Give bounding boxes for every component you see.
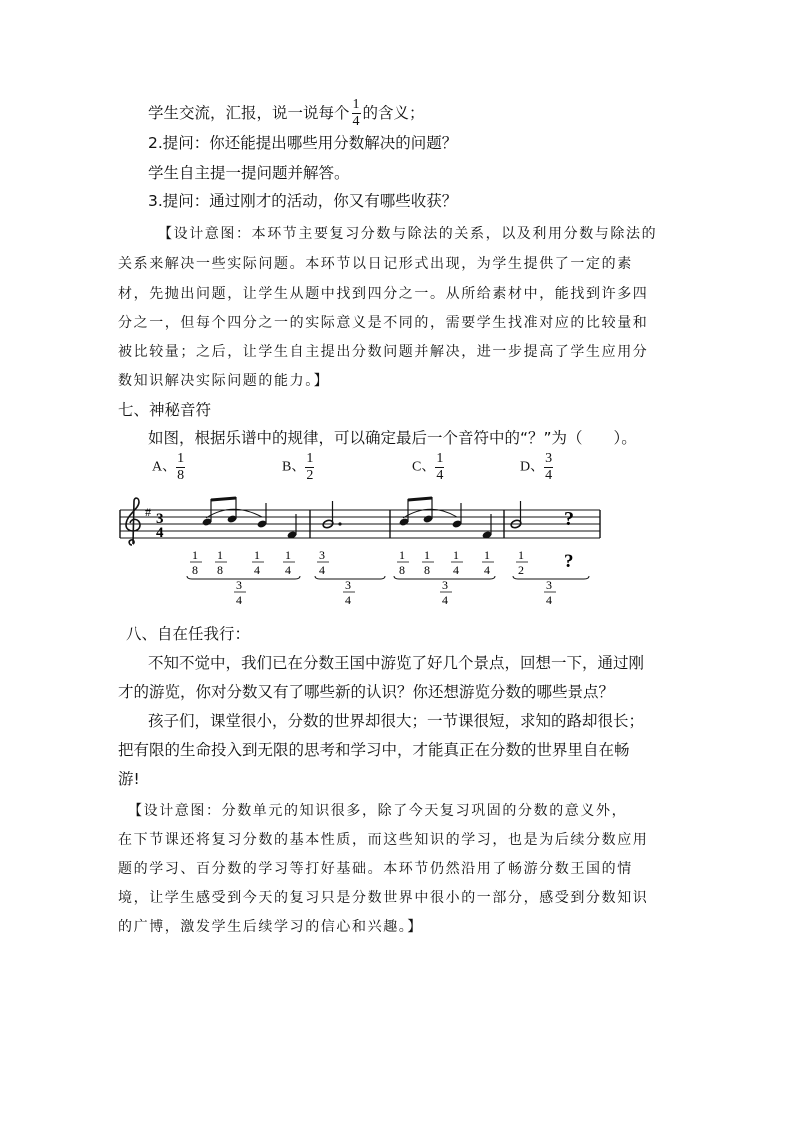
time-sig-top: 3	[156, 511, 164, 527]
measure-sum-den: 4	[236, 593, 242, 607]
note-value-den: 8	[192, 563, 198, 577]
design-1-line-2: 关系来解决一些实际问题。本环节以日记形式出现，为学生提供了一定的素	[118, 256, 633, 272]
note-value-num: 1	[484, 548, 490, 562]
measure-sum-num: 3	[236, 578, 242, 592]
frac-den: 4	[352, 114, 360, 129]
note-value-num: 3	[319, 548, 325, 562]
option-b	[282, 452, 314, 483]
measure-1	[202, 497, 298, 540]
time-sig-bottom: 4	[156, 525, 164, 541]
key-sharp: #	[145, 505, 151, 519]
design-2-line-1: 【设计意图：分数单元的知识很多，除了今天复习巩固的分数的意义外，	[128, 803, 628, 819]
section-8-p2-line-1: 孩子们，课堂很小，分数的世界却很大；一节课很短，求知的路却很长；	[148, 712, 645, 730]
frac-den: 8	[177, 468, 185, 483]
design-2-line-3: 题的学习、百分数的学习等打好基础。本环节仍然沿用了畅游分数王国的情	[118, 861, 633, 877]
note-value-num: 1	[254, 548, 260, 562]
option-a-label: A、	[152, 459, 177, 475]
line-1	[148, 98, 425, 129]
note-value-num: 1	[192, 548, 198, 562]
measure-sum-num: 3	[442, 578, 448, 592]
frac-num: 1	[436, 451, 444, 466]
option-d-fraction	[544, 452, 553, 483]
option-a-fraction	[176, 452, 185, 483]
line-4: 3.提问：通过刚才的活动，你又有哪些收获？	[148, 192, 458, 210]
frac-den: 4	[436, 468, 444, 483]
design-2-line-5: 的广博，激发学生后续学习的信心和兴趣。】	[118, 919, 423, 935]
measure-sum-num: 3	[345, 578, 351, 592]
measure-sum-den: 4	[345, 593, 351, 607]
section-7-heading: 七、神秘音符	[118, 401, 212, 419]
staff-lines	[120, 510, 600, 538]
note-value-den: 2	[518, 563, 524, 577]
note-value-den: 4	[484, 563, 490, 577]
line-1-text-a: 学生交流，汇报，说一说每个	[148, 104, 350, 122]
design-2-line-2: 在下节课还将复习分数的基本性质，而这些知识的学习，也是为后续分数应用	[118, 832, 649, 848]
design-1-line-1: 【设计意图：本环节主要复习分数与除法的关系，以及利用分数与除法的	[158, 226, 658, 242]
option-c	[412, 452, 444, 483]
option-d	[520, 452, 553, 483]
measure-sum-den: 4	[442, 593, 448, 607]
note-value-num: 1	[399, 548, 405, 562]
design-1-line-4: 分之一，但每个四分之一的实际意义是不同的，需要学生找准对应的比较量和	[118, 315, 649, 331]
option-d-label: D、	[520, 459, 545, 475]
option-b-fraction	[305, 452, 314, 483]
measure-4	[510, 501, 574, 530]
note-value-den: 4	[254, 563, 260, 577]
note-value-num: 1	[217, 548, 223, 562]
music-score	[112, 495, 612, 610]
design-2-line-4: 境，让学生感受到今天的复习只是分数世界中很小的一部分，感受到分数知识	[118, 890, 649, 906]
section-8-p1-line-2: 才的游览，你对分数又有了哪些新的认识？你还想游览分数的哪些景点？	[118, 683, 615, 701]
option-c-label: C、	[412, 459, 436, 475]
frac-den: 4	[545, 468, 553, 483]
frac-num: 1	[177, 451, 185, 466]
option-c-fraction	[435, 452, 444, 483]
note-value-den: 4	[319, 563, 325, 577]
measure-sum-num: 3	[546, 578, 552, 592]
section-8-heading: 八、自在任我行：	[126, 625, 251, 643]
line-2: 2.提问：你还能提出哪些用分数解决的问题？	[148, 134, 458, 152]
measure-2	[322, 501, 341, 529]
note-value-den: 8	[217, 563, 223, 577]
frac-num: 1	[352, 97, 360, 112]
section-8-p2-line-3: 游!	[118, 770, 140, 788]
note-value-num: 1	[424, 548, 430, 562]
option-b-label: B、	[282, 459, 306, 475]
measure-sums	[234, 578, 556, 607]
note-value-num: 1	[518, 548, 524, 562]
note-value-num: 1	[285, 548, 291, 562]
frac-den: 2	[306, 468, 314, 483]
section-7-question: 如图，根据乐谱中的规律，可以确定最后一个音符中的“？”为（ ）。	[148, 429, 637, 447]
frac-num: 3	[545, 451, 553, 466]
fraction-one-quarter	[352, 98, 361, 129]
design-1-line-6: 数知识解决实际问题的能力。】	[118, 373, 330, 389]
unknown-note-mark: ?	[564, 508, 574, 530]
note-value-den: 4	[285, 563, 291, 577]
section-8-p2-line-2: 把有限的生命投入到无限的思考和学习中，才能真正在分数的世界里自在畅	[118, 741, 630, 759]
measure-sum-den: 4	[546, 593, 552, 607]
note-value-den: 8	[424, 563, 430, 577]
note-value-den: 8	[399, 563, 405, 577]
design-1-line-3: 材，先抛出问题，让学生从题中找到四分之一。从所给素材中，能找到许多四	[118, 286, 649, 302]
design-1-line-5: 被比较量；之后，让学生自主提出分数问题并解决，进一步提高了学生应用分	[118, 344, 649, 360]
note-value-num: 1	[453, 548, 459, 562]
measure-3	[399, 497, 493, 540]
measure-braces	[187, 576, 589, 579]
line-1-text-b: 的含义；	[362, 104, 425, 122]
note-value-den: 4	[453, 563, 459, 577]
note-values	[190, 548, 574, 577]
unknown-value-mark: ?	[564, 551, 574, 572]
frac-num: 1	[306, 451, 314, 466]
option-a	[152, 452, 185, 483]
line-3: 学生自主提一提问题并解答。	[148, 164, 350, 182]
section-8-p1-line-1: 不知不觉中，我们已在分数王国中游览了好几个景点，回想一下，通过刚	[148, 654, 645, 672]
